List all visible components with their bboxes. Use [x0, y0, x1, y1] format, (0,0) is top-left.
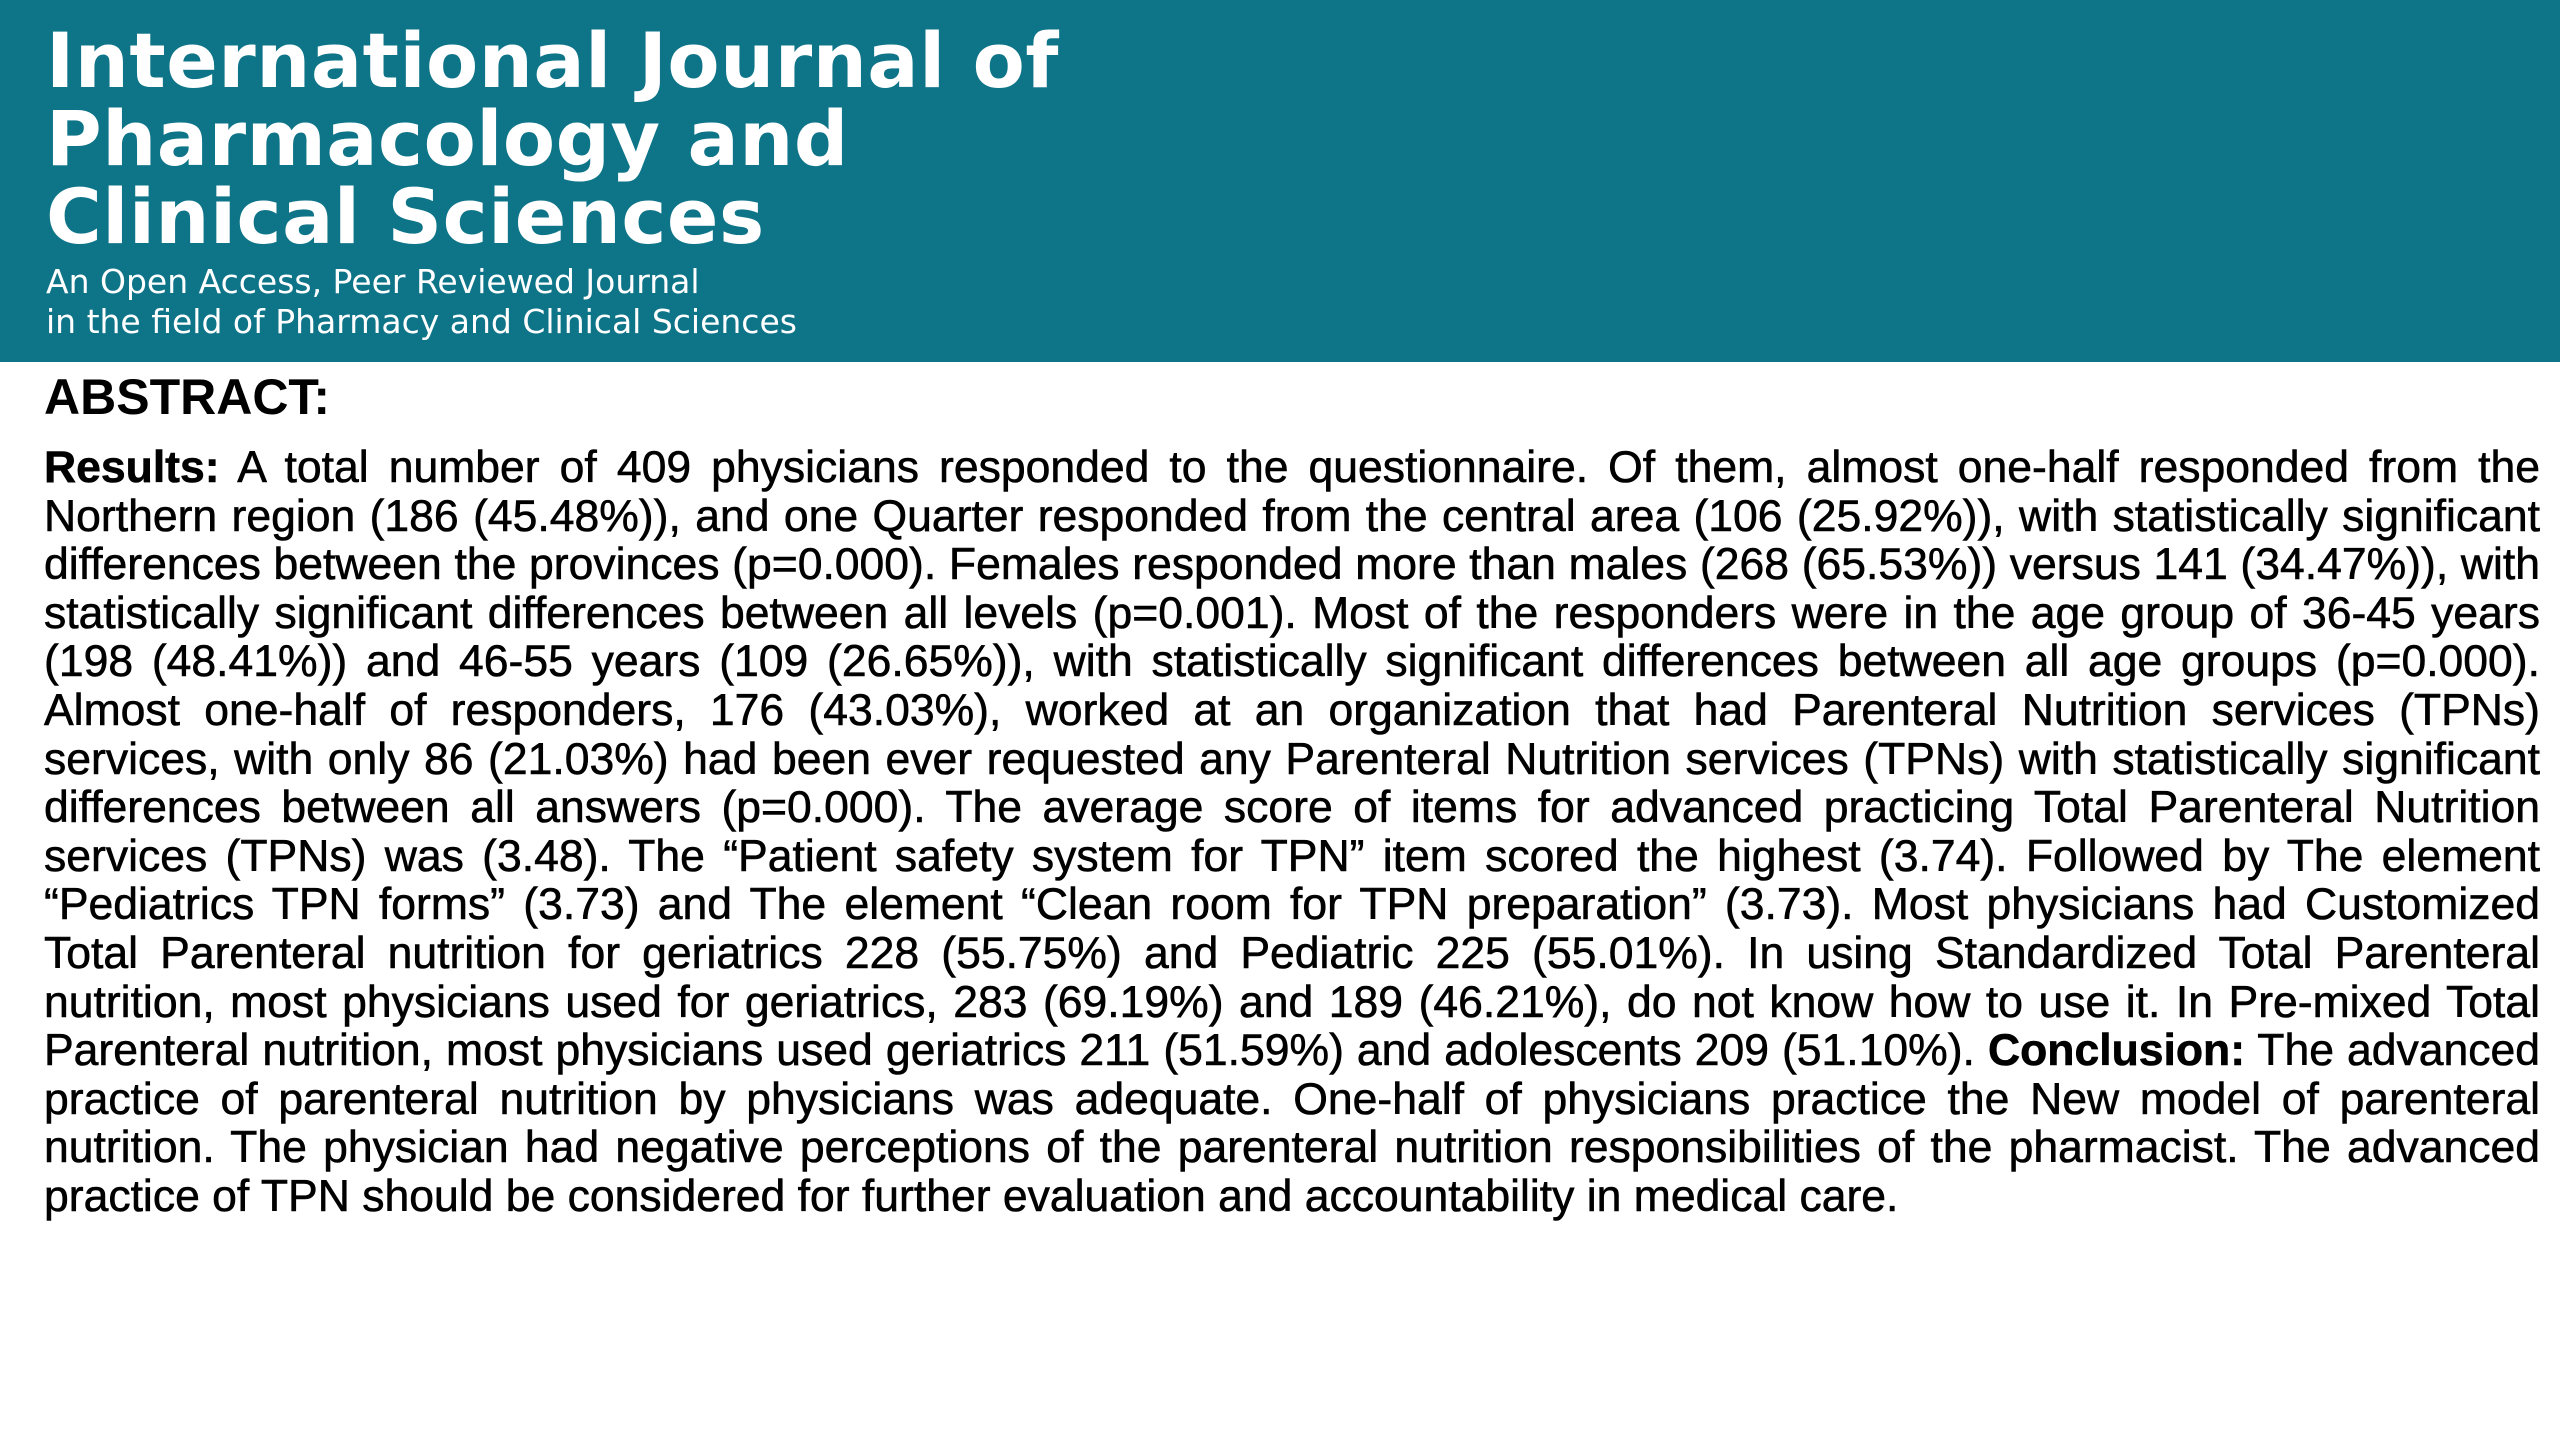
abstract-heading: ABSTRACT:	[44, 369, 331, 425]
results-label: Results:	[44, 443, 220, 492]
abstract-body	[44, 444, 2540, 1222]
journal-banner	[0, 0, 2560, 362]
journal-title	[46, 16, 1346, 261]
journal-title-line: International Journal of	[46, 16, 1059, 105]
conclusion-label: Conclusion:	[1987, 1026, 2246, 1076]
journal-title-line: Clinical Sciences	[46, 172, 765, 261]
journal-title-line: Pharmacology and	[46, 94, 849, 183]
conclusion-text: The advanced practice of parenteral nutrition by physicians was adequate. One-half of physicians practice the New model of parenteral nutrition. The physician had negative perceptions of the parenteral nutrition responsibilities of the pharmacist. The advanced practice of TPN should be considered for further evaluation and accountability in medical care.	[44, 1026, 2540, 1221]
results-text: A total number of 409 physicians responded to the questionnaire. Of them, almost one-half responded from the Northern region (186 (45.48%)), and one Quarter responded from the central area (106 (25.92%)), with statistically significant differences between the provinces (p=0.000). Females responded more than males (268 (65.53%)) versus 141 (34.47%)), with statistically significant differences between all levels (p=0.001). Most of the responders were in the age group of 36-45 years (198 (48.41%)) and 46-55 years (109 (26.65%)), with statistically significant differences between all age groups (p=0.000). Almost one-half of responders, 176 (43.03%), worked at an organization that had Parenteral Nutrition services (TPNs) services, with only 86 (21.03%) had been ever requested any Parenteral Nutrition services (TPNs) with statistically significant differences between all answers (p=0.000). The average score of items for advanced practicing Total Parenteral Nutrition services (TPNs) was (3.48). The “Patient safety system for TPN” item scored the highest (3.74). Followed by The element “Pediatrics TPN forms” (3.73) and The element “Clean room for TPN preparation” (3.73). Most physicians had Customized Total Parenteral nutrition for geriatrics 228 (55.75%) and Pediatric 225 (55.01%). In using Standardized Total Parenteral nutrition, most physicians used for geriatrics, 283 (69.19%) and 189 (46.21%), do not know how to use it. In Pre-mixed Total Parenteral nutrition, most physicians used geriatrics 211 (51.59%) and adolescents 209 (51.10%).	[44, 443, 2540, 1076]
journal-subtitle-line: in the field of Pharmacy and Clinical Sciences	[46, 302, 797, 341]
journal-subtitle-line: An Open Access, Peer Reviewed Journal	[46, 262, 700, 301]
journal-subtitle	[46, 262, 797, 342]
